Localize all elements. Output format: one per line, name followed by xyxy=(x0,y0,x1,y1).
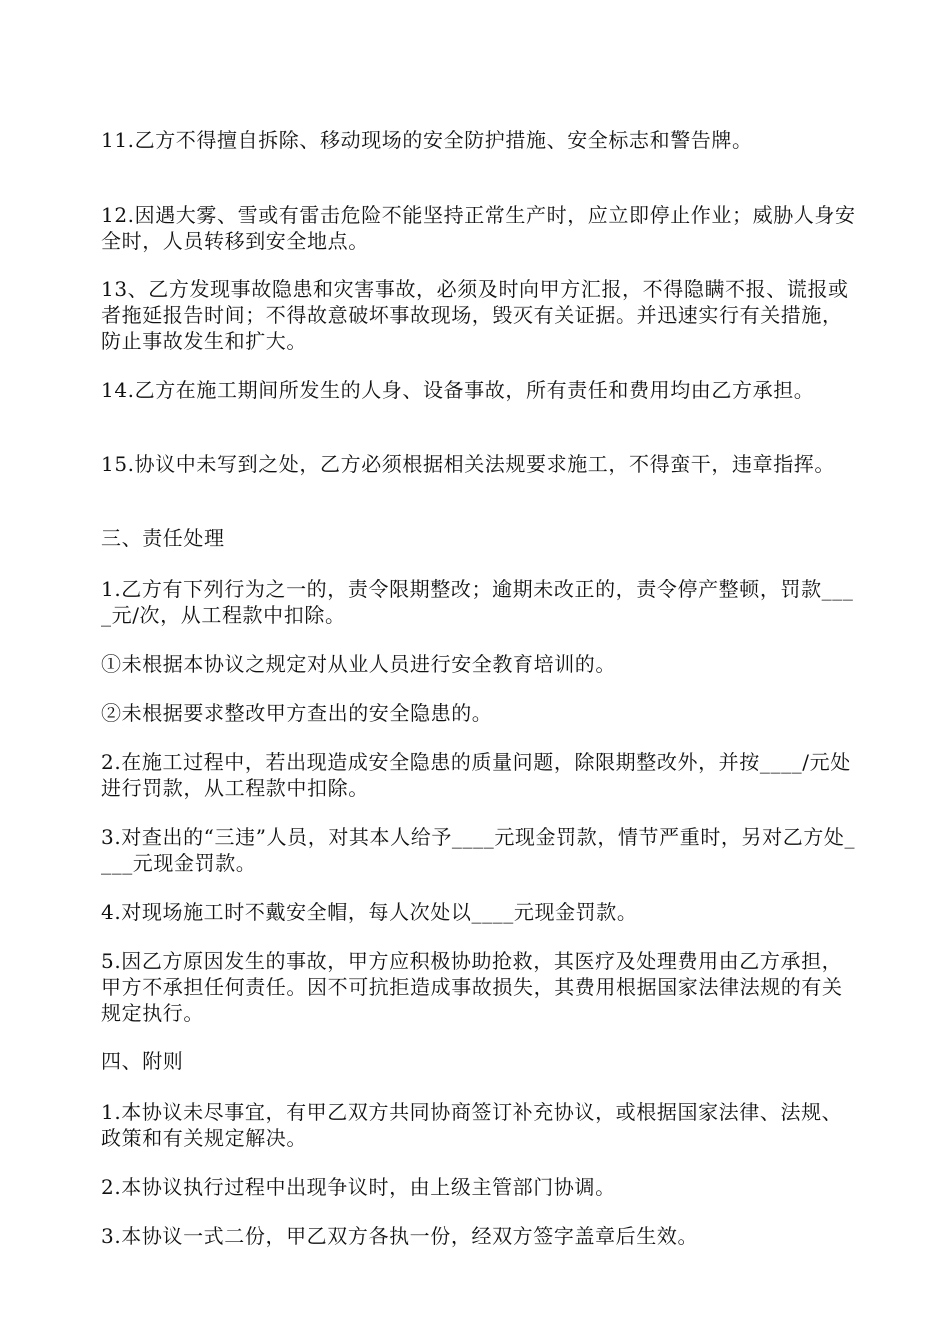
clause-14: 14.乙方在施工期间所发生的人身、设备事故，所有责任和费用均由乙方承担。 xyxy=(101,378,815,402)
liability-item-2: ②未根据要求整改甲方查出的安全隐患的。 xyxy=(101,701,493,725)
section-heading-liability: 三、责任处理 xyxy=(101,526,225,550)
clause-13: 13、乙方发现事故隐患和灾害事故，必须及时向甲方汇报，不得隐瞒不报、谎报或者拖延报告时间；不得故意破坏事故现场，毁灭有关证据。并迅速实行有关措施，防止事故发生和扩大。 xyxy=(101,277,849,353)
liability-clause-5: 5.因乙方原因发生的事故，甲方应积极协助抢救，其医疗及处理费用由乙方承担，甲方不承担任何责任。因不可抗拒造成事故损失，其费用根据国家法律法规的有关规定执行。 xyxy=(101,949,843,1025)
liability-clause-1: 1.乙方有下列行为之一的，责令限期整改；逾期未改正的，责令停产整顿，罚款____元/次，从工程款中扣除。 xyxy=(101,577,854,627)
clause-15: 15.协议中未写到之处，乙方必须根据相关法规要求施工，不得蛮干，违章指挥。 xyxy=(101,452,836,476)
appendix-clause-1: 1.本协议未尽事宜，有甲乙双方共同协商签订补充协议，或根据国家法律、法规、政策和有关规定解决。 xyxy=(101,1100,843,1150)
appendix-clause-3: 3.本协议一式二份，甲乙双方各执一份，经双方签字盖章后生效。 xyxy=(101,1224,699,1248)
section-heading-appendix: 四、附则 xyxy=(101,1049,184,1073)
liability-clause-4: 4.对现场施工时不戴安全帽，每人次处以____元现金罚款。 xyxy=(101,900,638,924)
liability-item-1: ①未根据本协议之规定对从业人员进行安全教育培训的。 xyxy=(101,652,616,676)
liability-clause-3: 3.对查出的“三违”人员，对其本人给予____元现金罚款，情节严重时，另对乙方处____元现金罚款。 xyxy=(101,825,856,875)
clause-12: 12.因遇大雾、雪或有雷击危险不能坚持正常生产时，应立即停止作业；威胁人身安全时，人员转移到安全地点。 xyxy=(101,203,856,253)
liability-clause-2: 2.在施工过程中，若出现造成安全隐患的质量问题，除限期整改外，并按____/元处进行罚款，从工程款中扣除。 xyxy=(101,750,851,800)
clause-11: 11.乙方不得擅自拆除、移动现场的安全防护措施、安全标志和警告牌。 xyxy=(101,128,753,152)
appendix-clause-2: 2.本协议执行过程中出现争议时，由上级主管部门协调。 xyxy=(101,1175,616,1199)
